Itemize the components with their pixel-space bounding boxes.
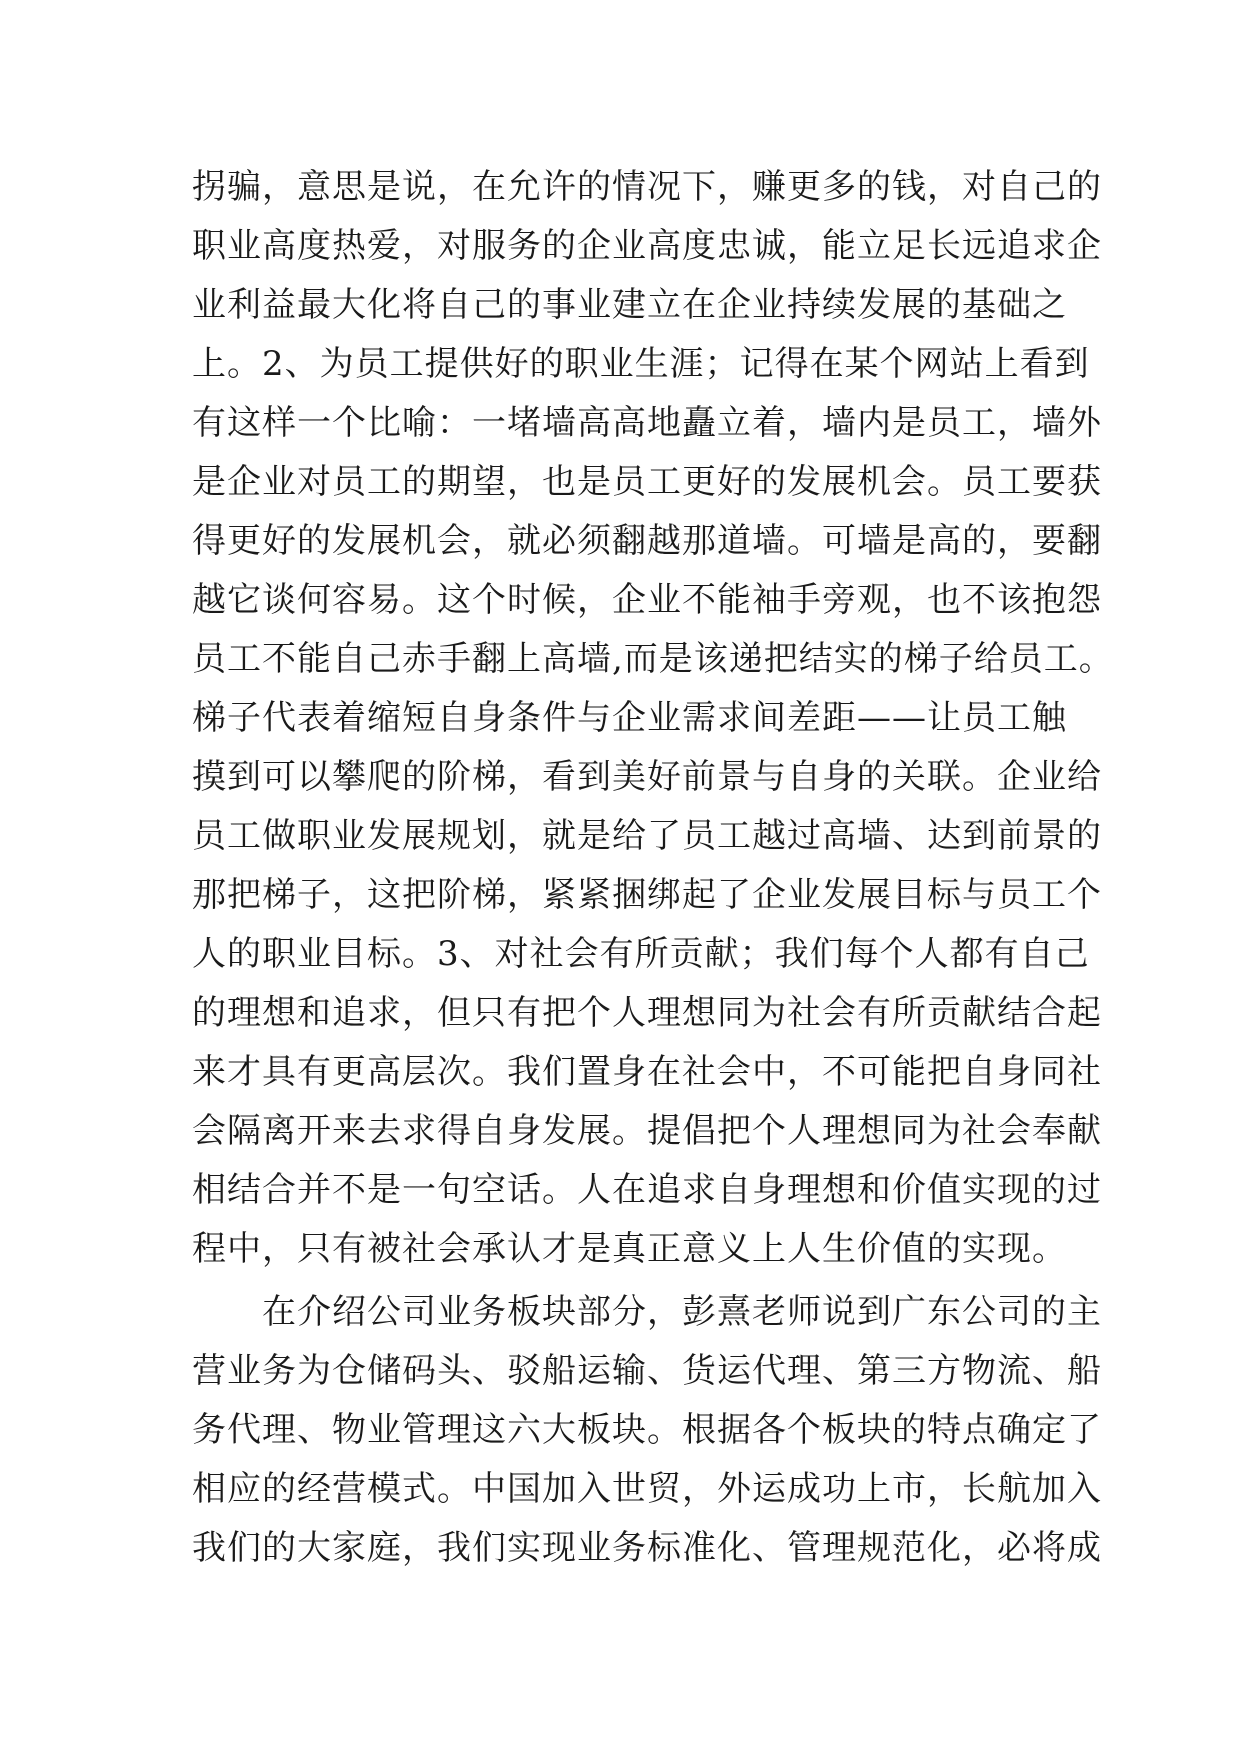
text-line: 相应的经营模式。中国加入世贸，外运成功上市，长航加入 [192, 1469, 1102, 1509]
paragraph-2 [192, 1283, 1102, 1578]
document-body [192, 158, 1114, 1578]
text-line: 是企业对员工的期望，也是员工更好的发展机会。员工要获 [192, 462, 1102, 502]
text-line: 的理想和追求，但只有把个人理想同为社会有所贡献结合起 [192, 993, 1102, 1033]
text-line: 拐骗，意思是说，在允许的情况下，赚更多的钱，对自己的 [192, 167, 1102, 207]
paragraph-1 [192, 158, 1114, 1279]
text-line: 梯子代表着缩短自身条件与企业需求间差距——让员工触 [192, 698, 1067, 738]
text-line: 程中，只有被社会承认才是真正意义上人生价值的实现。 [192, 1229, 1067, 1269]
text-line: 我们的大家庭，我们实现业务标准化、管理规范化，必将成 [192, 1528, 1102, 1568]
text-line: 营业务为仓储码头、驳船运输、货运代理、第三方物流、船 [192, 1351, 1102, 1391]
text-line: 会隔离开来去求得自身发展。提倡把个人理想同为社会奉献 [192, 1111, 1102, 1151]
text-line: 有这样一个比喻：一堵墙高高地矗立着，墙内是员工，墙外 [192, 403, 1102, 443]
text-line: 摸到可以攀爬的阶梯，看到美好前景与自身的关联。企业给 [192, 757, 1102, 797]
text-line: 职业高度热爱，对服务的企业高度忠诚，能立足长远追求企 [192, 226, 1102, 266]
text-line: 来才具有更高层次。我们置身在社会中，不可能把自身同社 [192, 1052, 1102, 1092]
text-line: 越它谈何容易。这个时候，企业不能袖手旁观，也不该抱怨 [192, 580, 1102, 620]
text-line: 人的职业目标。3、对社会有所贡献；我们每个人都有自己 [192, 934, 1090, 974]
text-line: 相结合并不是一句空话。人在追求自身理想和价值实现的过 [192, 1170, 1102, 1210]
text-line: 那把梯子，这把阶梯，紧紧捆绑起了企业发展目标与员工个 [192, 875, 1102, 915]
text-line: 得更好的发展机会，就必须翻越那道墙。可墙是高的，要翻 [192, 521, 1102, 561]
text-line: 务代理、物业管理这六大板块。根据各个板块的特点确定了 [192, 1410, 1102, 1450]
text-line: 业利益最大化将自己的事业建立在企业持续发展的基础之 [192, 285, 1067, 325]
text-line: 上。2、为员工提供好的职业生涯；记得在某个网站上看到 [192, 344, 1090, 384]
text-line: 员工做职业发展规划，就是给了员工越过高墙、达到前景的 [192, 816, 1102, 856]
text-line: 员工不能自己赤手翻上高墙,而是该递把结实的梯子给员工。 [192, 639, 1114, 679]
text-line: 在介绍公司业务板块部分，彭熹老师说到广东公司的主 [262, 1292, 1102, 1332]
